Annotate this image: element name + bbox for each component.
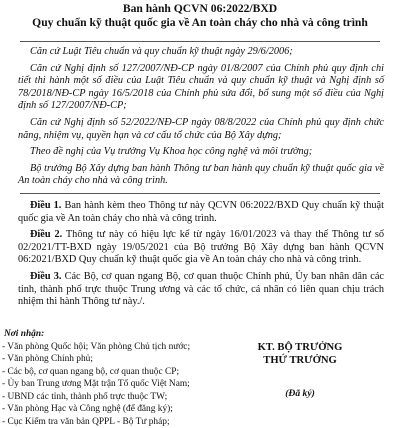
article-text: Các Bộ, cơ quan ngang Bộ, cơ quan thuộc Chính phủ, Ủy ban nhân dân các tỉnh, thành phố trực thuộc Trung ương và các tổ chức, cá nhân có liên quan chịu trách nhiệm thi hành Thông tư này./. bbox=[18, 271, 384, 307]
article-label: Điều 2. bbox=[30, 229, 62, 240]
recipients-label: Nơi nhận: bbox=[4, 328, 190, 341]
document-header bbox=[0, 2, 400, 30]
basis-paragraph: Theo đề nghị của Vụ trưởng Vụ Khoa học công nghệ và môi trường; bbox=[18, 146, 384, 159]
article-1 bbox=[18, 200, 384, 225]
recipient-item: - UBND các tỉnh, thành phố trực thuộc TW; bbox=[2, 391, 190, 404]
signer-title: KT. BỘ TRƯỞNG bbox=[232, 342, 368, 355]
article-text: Ban hành kèm theo Thông tư này QCVN 06:2022/BXD Quy chuẩn kỹ thuật quốc gia về An toàn cháy cho nhà và công trình. bbox=[18, 200, 384, 224]
article-2 bbox=[18, 229, 384, 267]
recipient-item: - Văn phòng Hạc và Công nghệ (để đăng ký); bbox=[2, 403, 190, 416]
signer-position: THỨ TRƯỞNG bbox=[232, 355, 368, 368]
signature-block bbox=[232, 342, 368, 401]
recipient-item: - Cục Kiểm tra văn bản QPPL - Bộ Tư pháp; bbox=[2, 416, 190, 428]
basis-paragraph: Căn cứ Nghị định số 127/2007/NĐ-CP ngày 01/8/2007 của Chính phủ quy định chi tiết thi hành một số điều của Luật Tiêu chuẩn và quy chuẩn kỹ thuật và Nghị định số 78/2018/NĐ-CP ngày 16/5/2018 của Chính phủ sửa đổi, bổ sung một số điều của Nghị định số 127/2007/NĐ-CP; bbox=[18, 63, 384, 113]
article-text: Thông tư này có hiệu lực kể từ ngày 16/01/2023 và thay thế Thông tư số 02/2021/TT-BXD ngày 19/05/2021 của Bộ trưởng Bộ Xây dựng ban hành QCVN 06:2021/BXD Quy chuẩn kỹ thuật quốc gia về An toàn cháy cho nhà và công trình. bbox=[18, 229, 384, 265]
document-subtitle: Quy chuẩn kỹ thuật quốc gia về An toàn cháy cho nhà và công trình bbox=[0, 16, 400, 30]
article-3 bbox=[18, 271, 384, 309]
recipient-item: - Văn phòng Quốc hội; Văn phòng Chủ tịch nước; bbox=[2, 341, 190, 354]
basis-paragraph: Căn cứ Luật Tiêu chuẩn và quy chuẩn kỹ thuật ngày 29/6/2006; bbox=[18, 46, 384, 59]
article-label: Điều 3. bbox=[30, 271, 61, 282]
divider bbox=[20, 41, 380, 42]
signed-note: (Đã ký) bbox=[232, 388, 368, 401]
document-title: Ban hành QCVN 06:2022/BXD bbox=[0, 2, 400, 16]
recipient-item: - Ủy ban Trung ương Mặt trận Tổ quốc Việt Nam; bbox=[2, 378, 190, 391]
basis-paragraph: Bộ trưởng Bộ Xây dựng ban hành Thông tư ban hành quy chuẩn kỹ thuật quốc gia về An toàn cháy cho nhà và công trình. bbox=[18, 163, 384, 188]
recipient-item: - Văn phòng Chính phủ; bbox=[2, 353, 190, 366]
basis-paragraph: Căn cứ Nghị định số 52/2022/NĐ-CP ngày 08/8/2022 của Chính phủ quy định chức năng, nhiệm vụ, quyền hạn và cơ cấu tổ chức của Bộ Xây dựng; bbox=[18, 117, 384, 142]
recipient-item: - Các bộ, cơ quan ngang bộ, cơ quan thuộc CP; bbox=[2, 366, 190, 379]
divider bbox=[20, 193, 380, 194]
recipients-list bbox=[2, 328, 190, 428]
articles bbox=[18, 200, 384, 309]
article-label: Điều 1. bbox=[30, 200, 61, 211]
legal-basis bbox=[18, 46, 384, 188]
